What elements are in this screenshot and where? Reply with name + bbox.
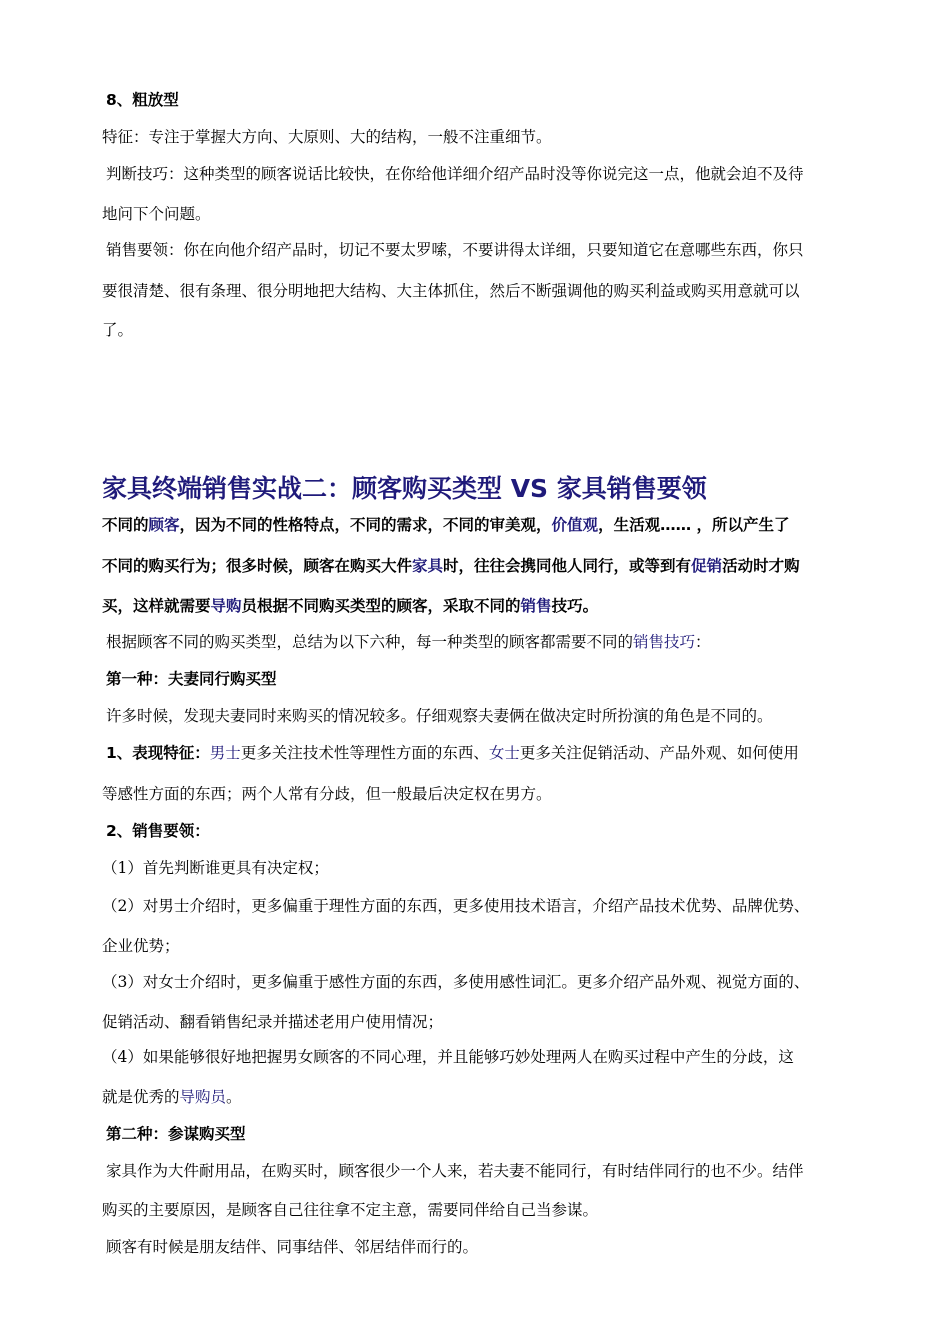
- text: 买，这样就需要: [102, 597, 211, 615]
- intro-line-3: [102, 596, 598, 616]
- section-8-judge-line-1: 判断技巧：这种类型的顾客说话比较快，在你给他详细介绍产品时没等你说完这一点，他就会迫不及待: [106, 165, 804, 183]
- feature-label: 1、表现特征：: [106, 744, 210, 762]
- link-women[interactable]: 女士: [488, 744, 520, 762]
- intro-line-1: [102, 515, 789, 535]
- text: ：: [695, 633, 711, 651]
- type-1-feature-line-1: [106, 743, 799, 763]
- type-2-desc-line-1: 家具作为大件耐用品，在购买时，顾客很少一个人来，若夫妻不能同行，有时结伴同行的也不少。结伴: [106, 1162, 804, 1180]
- text: 根据顾客不同的购买类型，总结为以下六种，每一种类型的顾客都需要不同的: [106, 633, 634, 651]
- text: 时，往往会携同他人同行，或等到有: [443, 557, 692, 575]
- text: 员根据不同购买类型的顾客，采取不同的: [241, 597, 521, 615]
- text: 更多关注促销活动、产品外观、如何使用: [519, 744, 799, 762]
- link-sales[interactable]: 销售: [520, 597, 552, 615]
- link-furniture[interactable]: 家具: [412, 557, 444, 575]
- type-1-item-2-line-2: 企业优势；: [102, 937, 180, 955]
- type-1-item-2-line-1: （2）对男士介绍时，更多偏重于理性方面的东西，更多使用技术语言，介绍产品技术优势、品牌优势、: [102, 897, 810, 915]
- type-2-title: 第二种：参谋购买型: [106, 1125, 246, 1143]
- article-heading: 家具终端销售实战二：顾客购买类型 VS 家具销售要领: [102, 474, 707, 503]
- type-1-item-4-line-1: （4）如果能够很好地把握男女顾客的不同心理，并且能够巧妙处理两人在购买过程中产生的分歧，这: [102, 1048, 794, 1066]
- text: 活动时才购: [722, 557, 800, 575]
- text: ，生活观…… ，所以产生了: [598, 516, 790, 534]
- link-men[interactable]: 男士: [209, 744, 241, 762]
- intro-line-2: [102, 556, 800, 576]
- link-values[interactable]: 价值观: [551, 516, 599, 534]
- section-8-sale-line-1: 销售要领：你在向他介绍产品时，切记不要太罗嗦，不要讲得太详细，只要知道它在意哪些东西，你只: [106, 241, 804, 259]
- text: 。: [226, 1088, 242, 1106]
- link-promotion[interactable]: 促销: [691, 557, 723, 575]
- type-2-desc-line-2: 购买的主要原因，是顾客自己往往拿不定主意，需要同伴给自己当参谋。: [102, 1201, 599, 1219]
- type-1-desc: 许多时候，发现夫妻同时来购买的情况较多。仔细观察夫妻俩在做决定时所扮演的角色是不同的。: [106, 707, 773, 725]
- link-sales-skills[interactable]: 销售技巧: [633, 633, 696, 651]
- link-guide[interactable]: 导购: [210, 597, 242, 615]
- link-customer[interactable]: 顾客: [148, 516, 180, 534]
- section-8-judge-line-2: 地问下个问题。: [102, 205, 211, 223]
- section-8-title: 8、粗放型: [106, 91, 179, 109]
- text: 技巧。: [551, 597, 599, 615]
- text: 不同的: [102, 516, 149, 534]
- section-8-trait: 特征：专注于掌握大方向、大原则、大的结构，一般不注重细节。: [102, 128, 552, 146]
- text: ，因为不同的性格特点，不同的需求，不同的审美观，: [179, 516, 552, 534]
- type-1-item-4-line-2: [102, 1087, 242, 1107]
- section-8-sale-line-3: 了。: [102, 321, 134, 339]
- summary-line: [106, 632, 711, 652]
- text: 就是优秀的: [102, 1088, 180, 1106]
- section-8-sale-line-2: 要很清楚、很有条理、很分明地把大结构、大主体抓住，然后不断强调他的购买利益或购买用意就可以: [102, 282, 800, 300]
- type-1-item-1: （1）首先判断谁更具有决定权；: [102, 859, 329, 877]
- link-shopping-guide[interactable]: 导购员: [179, 1088, 227, 1106]
- type-1-item-3-line-1: （3）对女士介绍时，更多偏重于感性方面的东西，多使用感性词汇。更多介绍产品外观、视觉方面的、: [102, 973, 810, 991]
- type-1-item-3-line-2: 促销活动、翻看销售纪录并描述老用户使用情况；: [102, 1013, 444, 1031]
- type-1-title: 第一种：夫妻同行购买型: [106, 670, 277, 688]
- type-1-sale-label: 2、销售要领：: [106, 822, 210, 840]
- text: 更多关注技术性等理性方面的东西、: [240, 744, 489, 762]
- text: 不同的购买行为；很多时候，顾客在购买大件: [102, 557, 413, 575]
- type-2-desc-line-3: 顾客有时候是朋友结伴、同事结伴、邻居结伴而行的。: [106, 1238, 479, 1256]
- type-1-feature-line-2: 等感性方面的东西；两个人常有分歧，但一般最后决定权在男方。: [102, 785, 552, 803]
